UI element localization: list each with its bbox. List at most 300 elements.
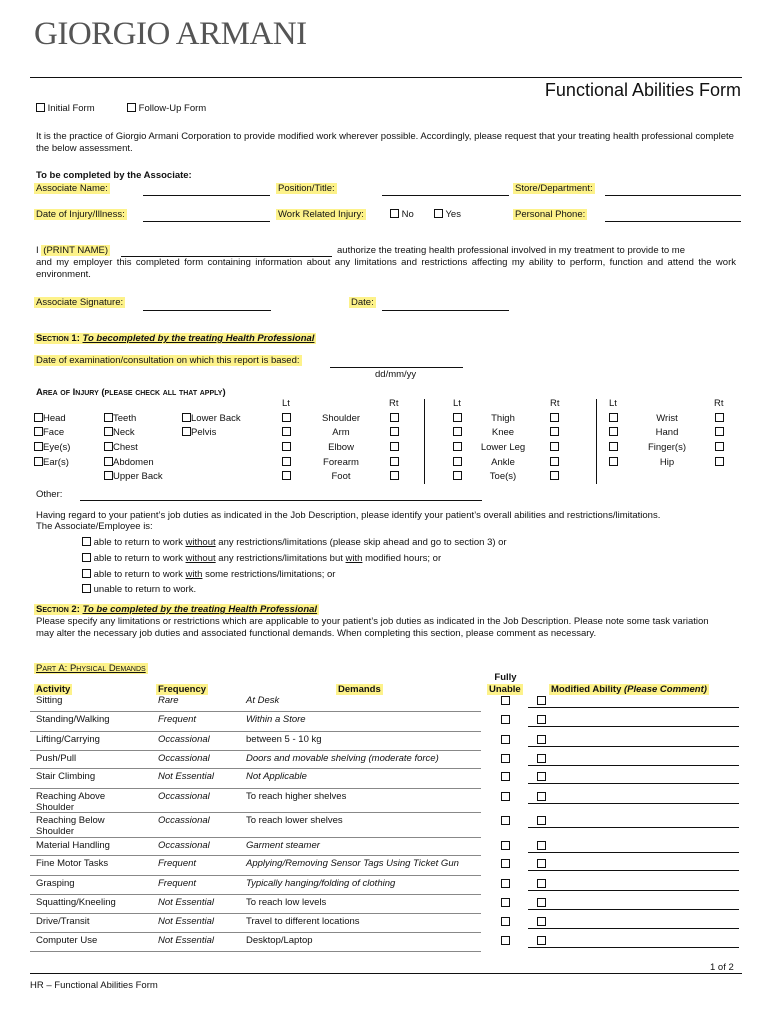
demands-header: Demands — [338, 684, 381, 695]
injury-left-checkbox[interactable] — [453, 442, 462, 453]
opt3-b: with — [185, 569, 203, 580]
injury-label: Face — [43, 427, 65, 438]
checkbox-icon[interactable] — [282, 471, 291, 480]
activity-cell: Squatting/Kneeling — [36, 897, 116, 908]
injury-checkbox[interactable] — [104, 442, 113, 451]
checkbox-icon[interactable] — [609, 457, 618, 466]
modified-ability-comment-field[interactable] — [528, 726, 739, 727]
opt3-a: able to return to work — [93, 569, 186, 580]
checkbox-icon[interactable] — [537, 936, 546, 945]
modified-ability-comment-field[interactable] — [528, 852, 739, 853]
lt-header-1: Lt — [282, 398, 290, 409]
demands-cell: between 5 - 10 kg — [246, 734, 322, 745]
ability-option-2[interactable] — [82, 553, 441, 564]
modified-ability-checkbox[interactable] — [537, 816, 546, 827]
header-rule — [30, 77, 742, 78]
checkbox-icon[interactable] — [282, 427, 291, 436]
checkbox-icon[interactable] — [537, 898, 546, 907]
demands-cell: At Desk — [246, 695, 280, 706]
injury-label: Thigh — [491, 413, 515, 424]
injury-right-checkbox[interactable] — [550, 457, 559, 468]
checkbox-icon[interactable] — [537, 772, 546, 781]
personal-phone-field[interactable] — [605, 221, 741, 222]
injury-label: Head — [43, 413, 66, 424]
demands-cell: Travel to different locations — [246, 916, 360, 927]
checkbox-icon[interactable] — [390, 427, 399, 436]
checkbox-icon[interactable] — [501, 715, 510, 724]
checkbox-icon[interactable] — [390, 413, 399, 422]
fully-unable-checkbox[interactable] — [501, 735, 510, 746]
checkbox-icon[interactable] — [609, 427, 618, 436]
work-related-label: Work Related Injury: — [278, 209, 364, 220]
injury-left-checkbox[interactable] — [453, 427, 462, 438]
fully-unable-checkbox[interactable] — [501, 898, 510, 909]
work-related-yes-checkbox[interactable] — [434, 209, 443, 218]
intro-text: It is the practice of Giorgio Armani Corporation to provide modified work wherever possible. Accordingly, please request that your treating health professional complete the below assessment. — [36, 131, 734, 154]
activity-cell: Stair Climbing — [36, 771, 96, 782]
followup-form-label: Follow-Up Form — [138, 103, 207, 114]
injury-label: Abdomen — [113, 457, 154, 468]
checkbox-icon[interactable] — [609, 442, 618, 451]
auth-i: I — [36, 245, 39, 256]
table-row-divider — [30, 855, 481, 856]
lt-header-3: Lt — [609, 398, 617, 409]
checkbox-icon[interactable] — [550, 457, 559, 466]
fully-unable-checkbox[interactable] — [501, 859, 510, 870]
demands-cell: To reach lower shelves — [246, 815, 343, 826]
demands-cell: Within a Store — [246, 714, 306, 725]
checkbox-icon[interactable] — [453, 457, 462, 466]
modified-ability-comment-field[interactable] — [528, 765, 739, 766]
checkbox-icon[interactable] — [282, 457, 291, 466]
opt3-c: some restrictions/limitations; or — [202, 569, 336, 580]
injury-left-checkbox[interactable] — [282, 427, 291, 438]
injury-option-head[interactable] — [34, 413, 66, 424]
injury-label: Chest — [113, 442, 138, 453]
injury-label: Hand — [655, 427, 679, 438]
fully-unable-checkbox[interactable] — [501, 936, 510, 947]
checkbox-icon[interactable] — [501, 841, 510, 850]
modified-ability-checkbox[interactable] — [537, 936, 546, 947]
checkbox-icon[interactable] — [390, 471, 399, 480]
associate-heading: To be completed by the Associate: — [36, 170, 192, 181]
modified-ability-comment-field[interactable] — [528, 783, 739, 784]
injury-right-checkbox[interactable] — [390, 427, 399, 438]
checkbox-icon[interactable] — [282, 413, 291, 422]
injury-label: Toe(s) — [489, 471, 517, 482]
activity-cell: Grasping — [36, 878, 75, 889]
ability-option-4-checkbox[interactable] — [82, 584, 91, 593]
activity-cell: Reaching Above Shoulder — [36, 791, 106, 813]
modified-ability-checkbox[interactable] — [537, 917, 546, 928]
table-row-divider — [30, 731, 481, 732]
section1-title — [34, 333, 316, 344]
associate-name-field[interactable] — [143, 195, 270, 196]
modified-ability-comment-field[interactable] — [528, 746, 739, 747]
part-a-title-text: Part A: Physical Demands — [36, 663, 146, 674]
checkbox-icon[interactable] — [550, 413, 559, 422]
injury-left-checkbox[interactable] — [282, 442, 291, 453]
modified-ability-checkbox[interactable] — [537, 898, 546, 909]
checkbox-icon[interactable] — [501, 772, 510, 781]
activity-cell: Standing/Walking — [36, 714, 110, 725]
fully-unable-checkbox[interactable] — [501, 879, 510, 890]
print-name-label: (PRINT NAME) — [43, 245, 109, 256]
footer-rule — [30, 973, 742, 974]
initial-form-option[interactable] — [36, 103, 95, 114]
injury-right-checkbox[interactable] — [715, 413, 724, 424]
rt-header-1: Rt — [389, 398, 399, 409]
injury-label: Hip — [659, 457, 675, 468]
table-row-divider — [30, 951, 481, 952]
injury-right-checkbox[interactable] — [550, 442, 559, 453]
opt2-e: modified hours; or — [362, 553, 442, 564]
area-of-injury-heading: Area of Injury (please check all that apply) — [36, 387, 226, 398]
auth-text-2: and my employer this completed form containing information about any limitations and restrictions affecting my ability to perform, function and attend the work environment. — [36, 257, 736, 280]
rt-header-3: Rt — [714, 398, 724, 409]
section2-label: Section 2: — [36, 604, 80, 615]
frequency-cell: Occassional — [158, 753, 210, 764]
activity-cell: Computer Use — [36, 935, 98, 946]
activity-cell: Drive/Transit — [36, 916, 90, 927]
injury-option-neck[interactable] — [104, 427, 135, 438]
activity-cell: Fine Motor Tasks — [36, 858, 109, 869]
modified-ability-comment-field[interactable] — [528, 928, 739, 929]
injury-option-abdomen[interactable] — [104, 457, 154, 468]
store-field[interactable] — [605, 195, 741, 196]
modified-ability-checkbox[interactable] — [537, 772, 546, 783]
injury-label: Wrist — [656, 413, 678, 424]
checkbox-icon[interactable] — [453, 427, 462, 436]
injury-option-teeth[interactable] — [104, 413, 136, 424]
injury-label: Elbow — [328, 442, 354, 453]
frequency-cell: Not Essential — [158, 771, 214, 782]
checkbox-icon[interactable] — [390, 457, 399, 466]
injury-checkbox[interactable] — [34, 427, 43, 436]
checkbox-icon[interactable] — [501, 816, 510, 825]
fully-unable-checkbox[interactable] — [501, 696, 510, 707]
modified-ability-comment-field[interactable] — [528, 803, 739, 804]
section1-label: Section 1: — [36, 333, 80, 344]
activity-cell: Push/Pull — [36, 753, 77, 764]
modified-ability-comment-field[interactable] — [528, 947, 739, 948]
injury-right-checkbox[interactable] — [390, 413, 399, 424]
checkbox-icon[interactable] — [501, 879, 510, 888]
injury-checkbox[interactable] — [104, 427, 113, 436]
checkbox-icon[interactable] — [537, 859, 546, 868]
checkbox-icon[interactable] — [715, 457, 724, 466]
injury-checkbox[interactable] — [182, 413, 191, 422]
opt1-a: able to return to work — [93, 537, 186, 548]
injury-label: Lower Back — [191, 413, 241, 424]
company-logo: GIORGIO ARMANI — [34, 16, 307, 52]
ability-option-1[interactable] — [82, 537, 507, 548]
injury-left-checkbox[interactable] — [282, 413, 291, 424]
checkbox-icon[interactable] — [453, 471, 462, 480]
section2-title — [34, 604, 319, 615]
checkbox-icon[interactable] — [550, 442, 559, 451]
injury-right-checkbox[interactable] — [550, 413, 559, 424]
frequency-cell: Occassional — [158, 840, 210, 851]
section1-title-c: completed by the treating Health Professional — [107, 333, 315, 344]
footer-form-name: HR – Functional Abilities Form — [30, 980, 158, 991]
checkbox-icon[interactable] — [501, 754, 510, 763]
table-row-divider — [30, 875, 481, 876]
page-number: 1 of 2 — [710, 962, 734, 973]
injury-left-checkbox[interactable] — [609, 427, 618, 438]
modified-ability-checkbox[interactable] — [537, 879, 546, 890]
injury-right-checkbox[interactable] — [550, 471, 559, 482]
checkbox-icon[interactable] — [390, 442, 399, 451]
checkbox-icon[interactable] — [537, 841, 546, 850]
ability-option-3[interactable] — [82, 569, 335, 580]
modified-ability-header-a: Modified Ability — [551, 684, 625, 695]
initial-form-checkbox[interactable] — [36, 103, 45, 112]
modified-ability-comment-field[interactable] — [528, 870, 739, 871]
work-related-no-checkbox[interactable] — [390, 209, 399, 218]
modified-ability-header-b: (Please Comment) — [624, 684, 707, 695]
checkbox-icon[interactable] — [501, 936, 510, 945]
section2-text: Please specify any limitations or restrictions which are applicable to your patient’s job duties as indicated in the Job Description. Please note some task variation may alter the necessary job duties and associated functional demands. When completing this section, please comment as necessary. — [36, 616, 709, 639]
injury-label: Teeth — [113, 413, 137, 424]
checkbox-icon[interactable] — [537, 715, 546, 724]
frequency-cell: Frequent — [158, 714, 197, 725]
opt2-a: able to return to work — [93, 553, 186, 564]
section1-title-b: To be — [82, 333, 108, 344]
checkbox-icon[interactable] — [537, 754, 546, 763]
modified-ability-checkbox[interactable] — [537, 792, 546, 803]
injury-right-checkbox[interactable] — [715, 442, 724, 453]
modified-ability-header — [549, 684, 709, 695]
checkbox-icon[interactable] — [501, 792, 510, 801]
injury-label: Upper Back — [113, 471, 163, 482]
checkbox-icon[interactable] — [537, 816, 546, 825]
checkbox-icon[interactable] — [609, 413, 618, 422]
modified-ability-checkbox[interactable] — [537, 715, 546, 726]
table-row-divider — [30, 932, 481, 933]
injury-label: Eye(s) — [43, 442, 71, 453]
demands-cell: Not Applicable — [246, 771, 307, 782]
no-label: No — [401, 209, 414, 220]
table-row-divider — [30, 894, 481, 895]
injury-right-checkbox[interactable] — [390, 442, 399, 453]
injury-option-face[interactable] — [34, 427, 64, 438]
yes-label: Yes — [445, 209, 461, 220]
injury-checkbox[interactable] — [104, 471, 113, 480]
activity-cell: Lifting/Carrying — [36, 734, 100, 745]
fully-unable-checkbox[interactable] — [501, 816, 510, 827]
injury-checkbox[interactable] — [34, 413, 43, 422]
modified-ability-checkbox[interactable] — [537, 859, 546, 870]
date-of-injury-field[interactable] — [143, 221, 270, 222]
modified-ability-checkbox[interactable] — [537, 841, 546, 852]
ability-option-4[interactable] — [82, 584, 196, 595]
injury-label: Forearm — [323, 457, 359, 468]
checkbox-icon[interactable] — [715, 413, 724, 422]
injury-label: Ear(s) — [43, 457, 69, 468]
ability-option-1-checkbox[interactable] — [82, 537, 91, 546]
fully-unable-checkbox[interactable] — [501, 772, 510, 783]
frequency-header: Frequency — [158, 684, 207, 695]
opt2-d: with — [345, 553, 363, 564]
checkbox-icon[interactable] — [453, 442, 462, 451]
checkbox-icon[interactable] — [537, 696, 546, 705]
fully-unable-header-1: Fully — [494, 672, 517, 683]
injury-left-checkbox[interactable] — [609, 457, 618, 468]
frequency-cell: Not Essential — [158, 897, 214, 908]
position-field[interactable] — [382, 195, 509, 196]
injury-label: Lower Leg — [480, 442, 526, 453]
modified-ability-checkbox[interactable] — [537, 735, 546, 746]
table-row-divider — [30, 750, 481, 751]
checkbox-icon[interactable] — [715, 427, 724, 436]
section2-title-b: To be completed by the treating Health Professional — [82, 604, 318, 615]
checkbox-icon[interactable] — [282, 442, 291, 451]
followup-form-checkbox[interactable] — [127, 103, 136, 112]
fully-unable-checkbox[interactable] — [501, 841, 510, 852]
frequency-cell: Not Essential — [158, 916, 214, 927]
checkbox-icon[interactable] — [537, 917, 546, 926]
signature-field[interactable] — [143, 310, 271, 311]
frequency-cell: Rare — [158, 695, 179, 706]
abilities-intro-2: The Associate/Employee is: — [36, 521, 153, 532]
opt1-b: without — [185, 537, 216, 548]
demands-cell: Garment steamer — [246, 840, 320, 851]
injury-option-upper-back[interactable] — [104, 471, 163, 482]
injury-right-checkbox[interactable] — [715, 457, 724, 468]
checkbox-icon[interactable] — [550, 471, 559, 480]
ability-option-3-checkbox[interactable] — [82, 569, 91, 578]
injury-left-checkbox[interactable] — [453, 471, 462, 482]
table-row-divider — [30, 768, 481, 769]
checkbox-icon[interactable] — [501, 859, 510, 868]
checkbox-icon[interactable] — [501, 917, 510, 926]
store-label: Store/Department: — [515, 183, 593, 194]
work-related-no[interactable] — [390, 209, 414, 220]
signature-label: Associate Signature: — [36, 297, 124, 308]
injury-checkbox[interactable] — [34, 457, 43, 466]
checkbox-icon[interactable] — [501, 898, 510, 907]
demands-cell: Applying/Removing Sensor Tags Using Ticket Gun — [246, 858, 459, 869]
injury-checkbox[interactable] — [182, 427, 191, 436]
table-row-divider — [30, 711, 481, 712]
injury-checkbox[interactable] — [104, 413, 113, 422]
other-field[interactable] — [80, 500, 482, 501]
checkbox-icon[interactable] — [453, 413, 462, 422]
activity-cell: Sitting — [36, 695, 63, 706]
checkbox-icon[interactable] — [501, 696, 510, 705]
opt1-c: any restrictions/limitations (please skip ahead and go to section 3) or — [215, 537, 507, 548]
demands-cell: Desktop/Laptop — [246, 935, 313, 946]
injury-left-checkbox[interactable] — [282, 471, 291, 482]
injury-checkbox[interactable] — [34, 442, 43, 451]
injury-left-checkbox[interactable] — [609, 442, 618, 453]
injury-divider-2 — [596, 399, 597, 484]
injury-left-checkbox[interactable] — [282, 457, 291, 468]
injury-left-checkbox[interactable] — [453, 413, 462, 424]
signature-date-field[interactable] — [382, 310, 509, 311]
injury-option-ear-s-[interactable] — [34, 457, 69, 468]
frequency-cell: Frequent — [158, 878, 197, 889]
frequency-cell: Not Essential — [158, 935, 214, 946]
checkbox-icon[interactable] — [537, 879, 546, 888]
injury-checkbox[interactable] — [104, 457, 113, 466]
date-of-injury-label: Date of Injury/Illness: — [36, 209, 125, 220]
injury-right-checkbox[interactable] — [390, 457, 399, 468]
date-format-hint: dd/mm/yy — [375, 369, 417, 380]
lt-header-2: Lt — [453, 398, 461, 409]
demands-cell: Typically hanging/folding of clothing — [246, 878, 396, 889]
injury-label: Pelvis — [191, 427, 217, 438]
checkbox-icon[interactable] — [537, 735, 546, 744]
position-label: Position/Title: — [278, 183, 335, 194]
injury-right-checkbox[interactable] — [715, 427, 724, 438]
injury-left-checkbox[interactable] — [453, 457, 462, 468]
injury-option-lower-back[interactable] — [182, 413, 241, 424]
opt2-c: any restrictions/limitations but — [215, 553, 346, 564]
injury-left-checkbox[interactable] — [609, 413, 618, 424]
injury-right-checkbox[interactable] — [550, 427, 559, 438]
exam-date-field[interactable] — [330, 367, 463, 368]
injury-label: Arm — [332, 427, 350, 438]
auth-line-1 — [36, 245, 110, 256]
checkbox-icon[interactable] — [715, 442, 724, 451]
activity-header: Activity — [36, 684, 71, 695]
rt-header-2: Rt — [550, 398, 560, 409]
injury-option-eye-s-[interactable] — [34, 442, 70, 453]
injury-label: Ankle — [491, 457, 515, 468]
fully-unable-checkbox[interactable] — [501, 754, 510, 765]
table-row-divider — [30, 812, 481, 813]
followup-form-option[interactable] — [127, 103, 206, 114]
modified-ability-comment-field[interactable] — [528, 707, 739, 708]
signature-date-label: Date: — [351, 297, 374, 308]
checkbox-icon[interactable] — [537, 792, 546, 801]
frequency-cell: Occassional — [158, 815, 210, 826]
injury-label: Knee — [491, 427, 515, 438]
table-row-divider — [30, 913, 481, 914]
personal-phone-label: Personal Phone: — [515, 209, 586, 220]
injury-option-chest[interactable] — [104, 442, 138, 453]
injury-label: Foot — [331, 471, 351, 482]
table-row-divider — [30, 788, 481, 789]
ability-option-2-checkbox[interactable] — [82, 553, 91, 562]
injury-right-checkbox[interactable] — [390, 471, 399, 482]
other-label: Other: — [36, 489, 63, 500]
form-title: Functional Abilities Form — [544, 80, 741, 100]
modified-ability-comment-field[interactable] — [528, 827, 739, 828]
activity-cell: Reaching Below Shoulder — [36, 815, 105, 837]
fully-unable-checkbox[interactable] — [501, 917, 510, 928]
fully-unable-checkbox[interactable] — [501, 792, 510, 803]
modified-ability-checkbox[interactable] — [537, 696, 546, 707]
modified-ability-comment-field[interactable] — [528, 909, 739, 910]
injury-option-pelvis[interactable] — [182, 427, 216, 438]
work-related-yes[interactable] — [434, 209, 461, 220]
fully-unable-checkbox[interactable] — [501, 715, 510, 726]
modified-ability-checkbox[interactable] — [537, 754, 546, 765]
injury-label: Shoulder — [321, 413, 361, 424]
activity-cell: Material Handling — [36, 840, 110, 851]
checkbox-icon[interactable] — [550, 427, 559, 436]
table-row-divider — [30, 837, 481, 838]
checkbox-icon[interactable] — [501, 735, 510, 744]
frequency-cell: Frequent — [158, 858, 197, 869]
opt4: unable to return to work. — [93, 584, 197, 595]
abilities-intro-1: Having regard to your patient’s job duties as indicated in the Job Description, please identify your patient’s overall abilities and restrictions/limitations. — [36, 510, 661, 521]
associate-name-label: Associate Name: — [36, 183, 108, 194]
modified-ability-comment-field[interactable] — [528, 890, 739, 891]
